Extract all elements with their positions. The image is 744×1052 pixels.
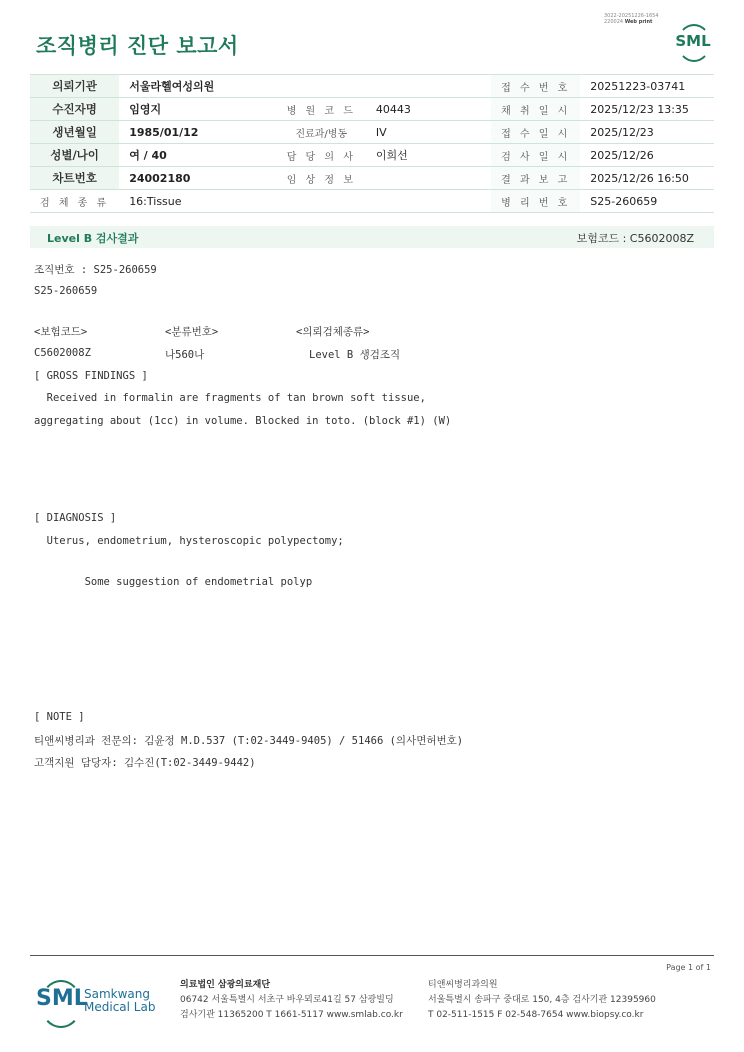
org2-contact: T 02-511-1515 F 02-548-7654 www.biopsy.co.kr xyxy=(428,1010,644,1020)
page-number: Page 1 of 1 xyxy=(666,963,711,972)
info-row xyxy=(30,75,714,98)
result-report-value: 2025/12/26 16:50 xyxy=(580,167,714,190)
result-report-label: 결 과 보 고 xyxy=(491,167,580,190)
dept-label: 진료과/병동 xyxy=(277,121,366,144)
sml-logo xyxy=(671,26,715,62)
gross-findings-title: [ GROSS FINDINGS ] xyxy=(34,370,148,382)
logo-name-line1: Samkwang xyxy=(84,987,150,1001)
exam-date-value: 2025/12/26 xyxy=(580,144,714,167)
note-title: [ NOTE ] xyxy=(34,711,85,723)
collect-date-label: 채 취 일 시 xyxy=(491,98,580,121)
receipt-date-value: 2025/12/23 xyxy=(580,121,714,144)
insurance-code-header: <보험코드> xyxy=(34,326,88,338)
diagnosis-line: Some suggestion of endometrial polyp xyxy=(34,576,313,588)
result-section-bar xyxy=(30,226,714,248)
specimen-label: 검 체 종 류 xyxy=(30,190,119,213)
doctor-value: 이희선 xyxy=(366,144,491,167)
web-print-label: Web print xyxy=(624,19,653,25)
document-id xyxy=(604,13,659,25)
org1-contact: 검사기관 11365200 T 1661-5117 www.smlab.co.kr xyxy=(180,1010,403,1020)
hospital-code-label: 병 원 코 드 xyxy=(277,98,366,121)
note-pathologist: 티앤씨병리과 전문의: 김윤정 M.D.537 (T:02-3449-9405) / 51466 (의사면허번호) xyxy=(34,735,464,747)
specimen-value: 16:Tissue xyxy=(119,190,491,213)
insurance-code-value: C5602008Z xyxy=(34,347,91,359)
samkwang-logo xyxy=(36,978,166,1028)
dept-value: IV xyxy=(366,121,491,144)
sex-age-value: 여 / 40 xyxy=(119,144,277,167)
path-no-label: 병 리 번 호 xyxy=(491,190,580,213)
diagnosis-line: Uterus, endometrium, hysteroscopic polypectomy; xyxy=(34,535,344,547)
result-section-title: Level B 검사결과 xyxy=(47,232,139,245)
request-org-value: 서울라헬여성의원 xyxy=(119,75,491,98)
org2-name: 티앤씨병리과의원 xyxy=(428,980,498,990)
gross-findings-line: Received in formalin are fragments of tan brown soft tissue, xyxy=(34,392,426,404)
document-id-line2: 220024 xyxy=(604,19,624,25)
class-no-header: <분류번호> xyxy=(165,326,219,338)
document-id-line1: 3022-20251226-1654 xyxy=(604,13,659,19)
dob-value: 1985/01/12 xyxy=(119,121,277,144)
info-row xyxy=(30,121,714,144)
dob-label: 생년월일 xyxy=(30,121,119,144)
patient-info-table xyxy=(30,74,714,213)
receipt-no-value: 20251223-03741 xyxy=(580,75,714,98)
hospital-code-value: 40443 xyxy=(366,98,491,121)
footer-org1 xyxy=(180,978,403,1023)
report-title: 조직병리 진단 보고서 xyxy=(36,34,239,58)
insurance-code: 보험코드 : C5602008Z xyxy=(576,232,694,245)
chart-no-label: 차트번호 xyxy=(30,167,119,190)
receipt-date-label: 접 수 일 시 xyxy=(491,121,580,144)
info-row xyxy=(30,190,714,213)
org2-address: 서울특별시 송파구 중대로 150, 4층 검사기관 12395960 xyxy=(428,995,656,1005)
logo-sml-text: SML xyxy=(36,986,88,1011)
chart-no-value: 24002180 xyxy=(119,167,277,190)
tissue-no-line: 조직번호 : S25-260659 xyxy=(34,264,157,276)
path-no-value: S25-260659 xyxy=(580,190,714,213)
gross-findings-line: aggregating about (1cc) in volume. Blocked in toto. (block #1) (W) xyxy=(34,415,452,427)
logo-name xyxy=(84,988,155,1014)
clinical-info-label: 임 상 정 보 xyxy=(277,167,366,190)
specimen-type-header: <의뢰검체종류> xyxy=(296,326,370,338)
exam-date-label: 검 사 일 시 xyxy=(491,144,580,167)
collect-date-value: 2025/12/23 13:35 xyxy=(580,98,714,121)
logo-name-line2: Medical Lab xyxy=(84,1000,156,1014)
footer-org2 xyxy=(428,978,656,1023)
class-no-value: 나560나 xyxy=(165,349,205,361)
patient-value: 임영지 xyxy=(119,98,277,121)
logo-text: SML xyxy=(675,32,711,50)
clinical-info-value xyxy=(366,167,491,190)
footer-divider xyxy=(30,955,714,956)
org1-address: 06742 서울특별시 서초구 바우뫼로41길 57 삼광빌딩 xyxy=(180,995,394,1005)
sex-age-label: 성별/나이 xyxy=(30,144,119,167)
doctor-label: 담 당 의 사 xyxy=(277,144,366,167)
note-support-contact: 고객지원 담당자: 김수진(T:02-3449-9442) xyxy=(34,757,256,769)
receipt-no-label: 접 수 번 호 xyxy=(491,75,580,98)
patient-label: 수진자명 xyxy=(30,98,119,121)
specimen-type-value: Level B 생검조직 xyxy=(309,349,401,361)
request-org-label: 의뢰기관 xyxy=(30,75,119,98)
diagnosis-title: [ DIAGNOSIS ] xyxy=(34,512,117,524)
info-row xyxy=(30,98,714,121)
info-row xyxy=(30,144,714,167)
info-row xyxy=(30,167,714,190)
tissue-no: S25-260659 xyxy=(34,285,98,297)
org1-name: 의료법인 삼광의료재단 xyxy=(180,980,271,990)
